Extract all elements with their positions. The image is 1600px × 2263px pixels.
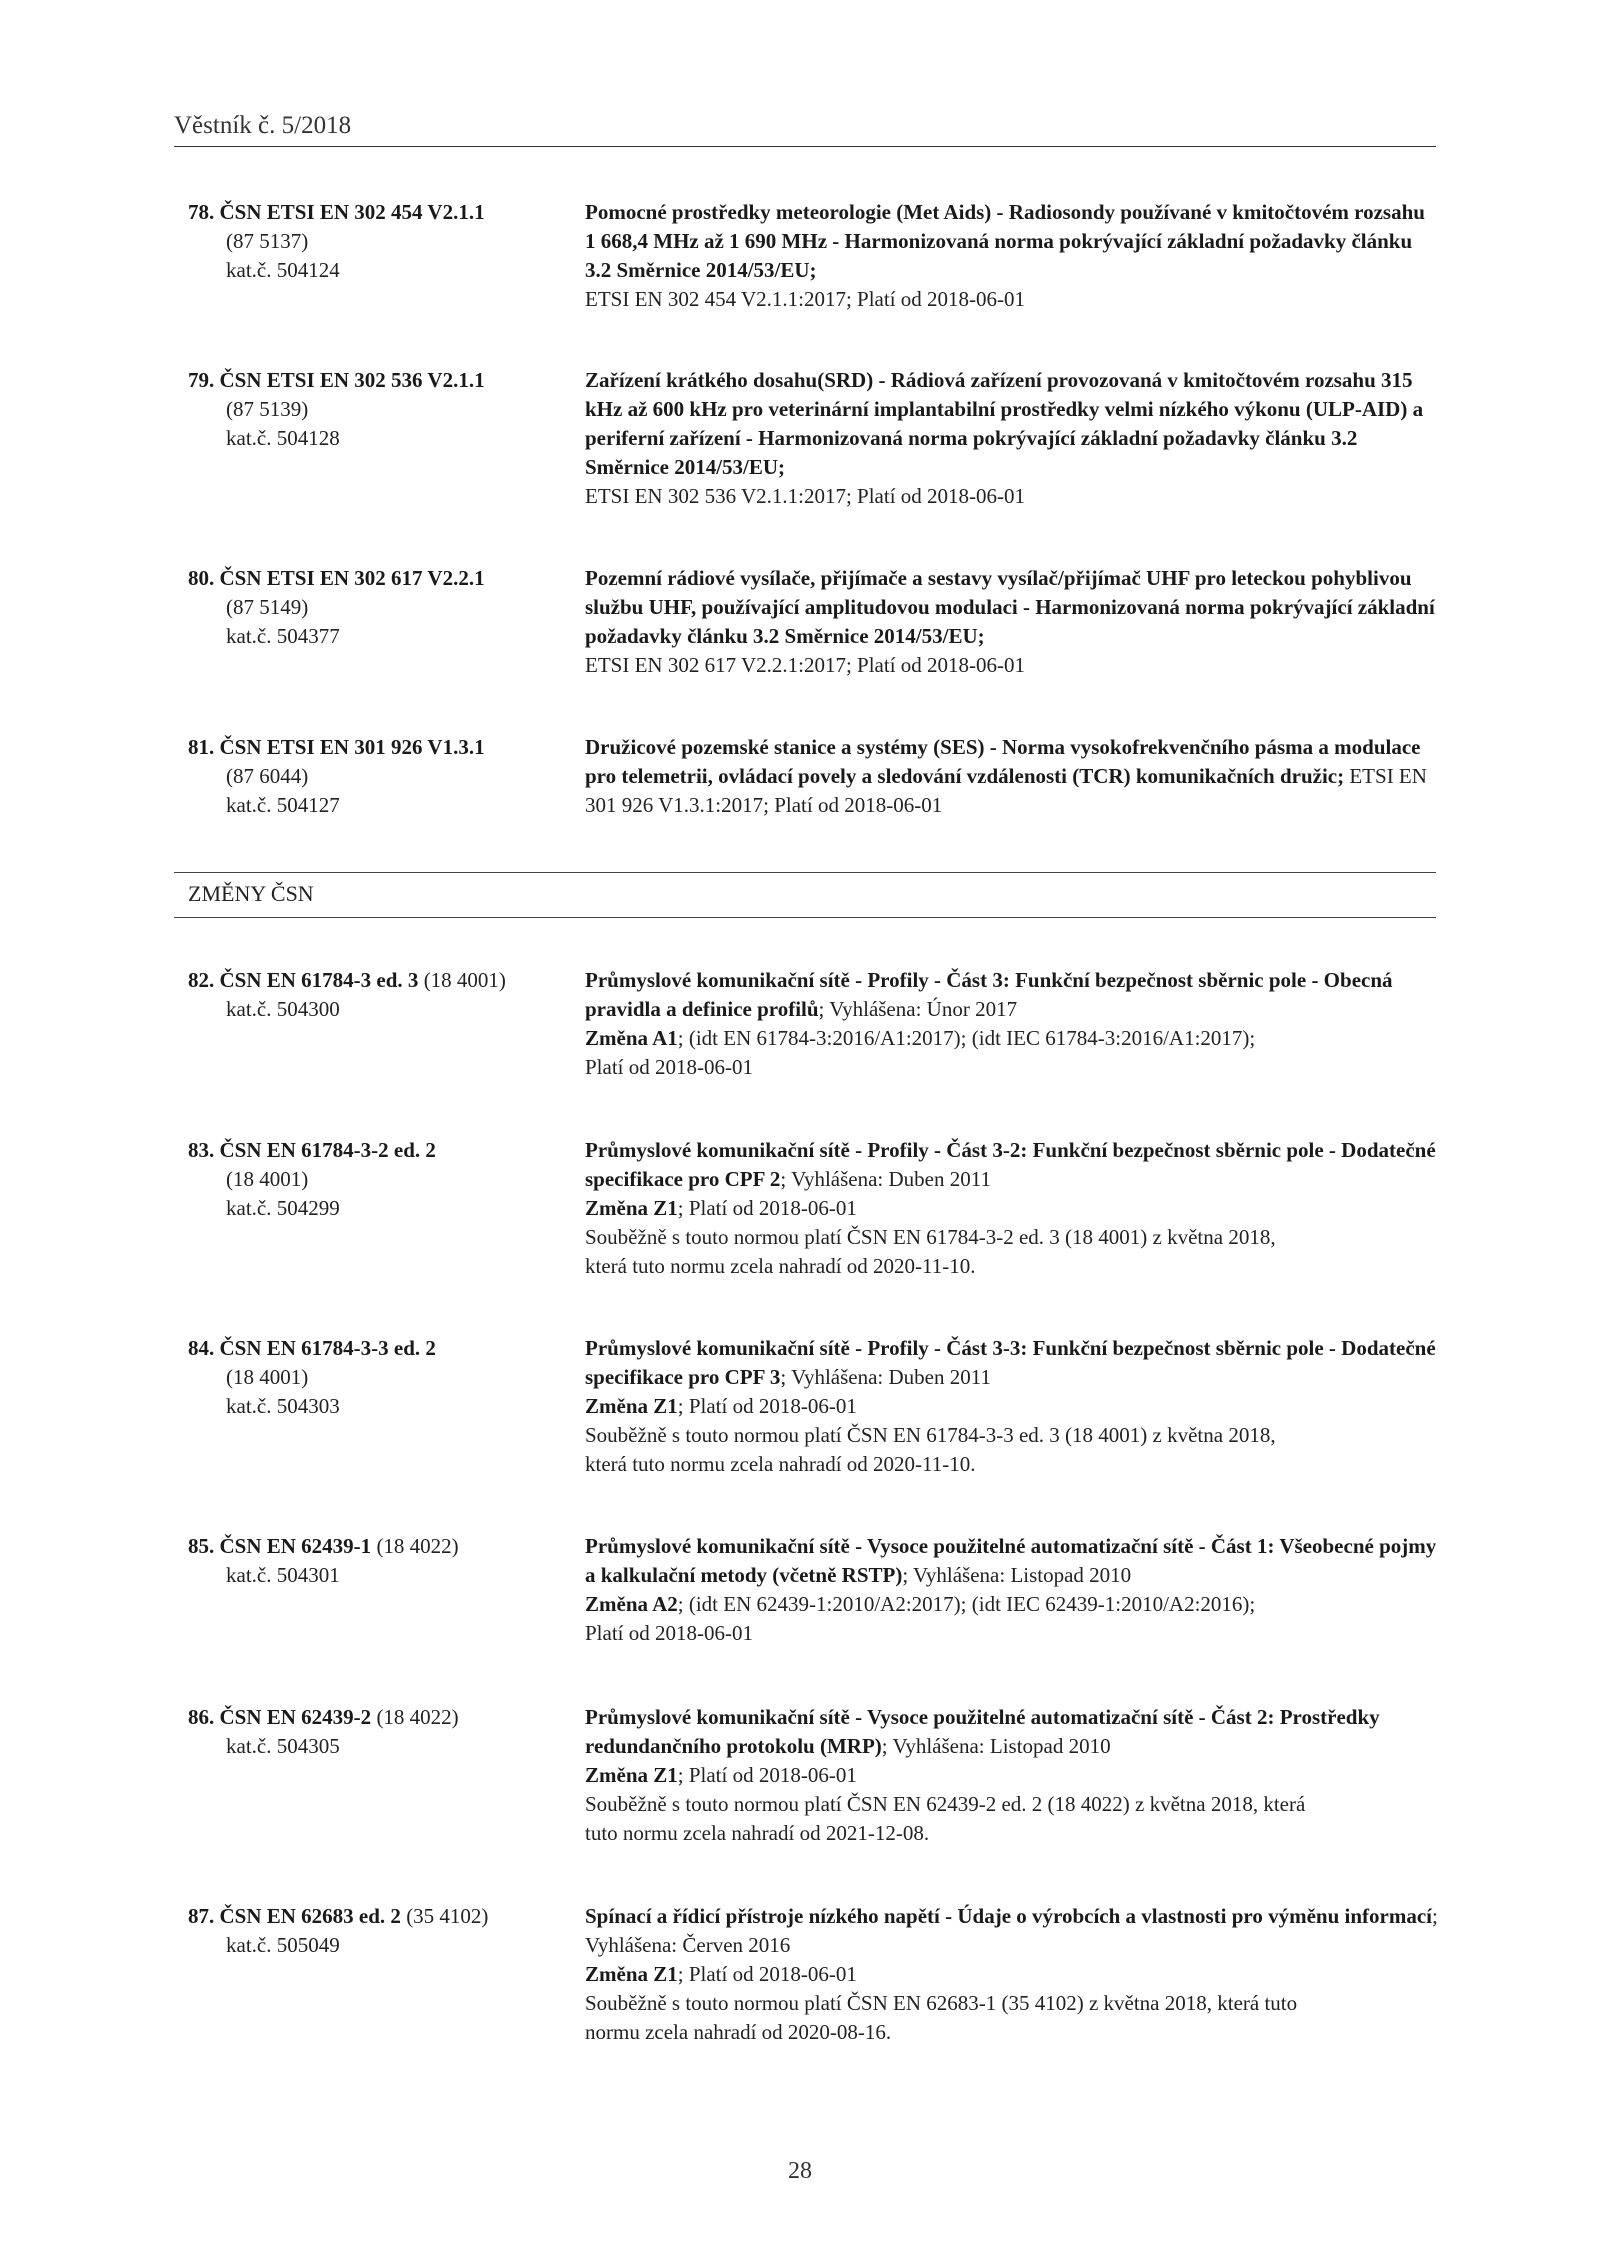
standard-id: 83. ČSN EN 61784-3-2 ed. 2 (18 4001) kat.č. 504299	[188, 1136, 578, 1223]
standard-id: 87. ČSN EN 62683 ed. 2 (35 4102) kat.č. 505049	[188, 1902, 578, 1960]
replacement-note: která tuto normu zcela nahradí od 2020-11-10.	[585, 1452, 976, 1476]
standard-code: ČSN ETSI EN 302 617 V2.2.1	[219, 566, 485, 590]
standard-description: Průmyslové komunikační sítě - Profily - Část 3-2: Funkční bezpečnost sběrnic pole - Dodatečné specifikace pro CPF 2; Vyhlášena: Duben 2011 Změna Z1; Platí od 2018-06-01 Souběžně s touto normou platí ČSN EN 61784-3-2 ed. 3 (18 4001) z května 2018, která tuto normu zcela nahradí od 2020-11-10.	[585, 1138, 1436, 1278]
standard-title: Průmyslové komunikační sítě - Profily - Část 3: Funkční bezpečnost sběrnic pole - Obecná pravidla a definice profilů	[585, 968, 1393, 1021]
standard-id: 80. ČSN ETSI EN 302 617 V2.2.1 (87 5149) kat.č. 504377	[188, 564, 578, 651]
catalog-number: kat.č. 504127	[226, 793, 340, 817]
change-label: Změna Z1	[585, 1196, 678, 1220]
section-heading	[174, 872, 1436, 918]
classification: (18 4001)	[226, 1167, 309, 1191]
announcement: Vyhlášena: Listopad 2010	[913, 1563, 1132, 1587]
replacement-note: normu zcela nahradí od 2020-08-16.	[585, 2020, 892, 2044]
page-header	[174, 112, 1436, 147]
standard-code: ČSN EN 62439-1	[219, 1534, 372, 1558]
change-label: Změna A2	[585, 1592, 678, 1616]
catalog-number: kat.č. 504300	[226, 997, 340, 1021]
standard-title: Spínací a řídicí přístroje nízkého napětí - Údaje o výrobcích a vlastnosti pro výměnu informací	[585, 1904, 1433, 1928]
classification: (18 4022)	[376, 1534, 459, 1558]
classification: (87 5149)	[226, 595, 309, 619]
standard-description: Průmyslové komunikační sítě - Vysoce použitelné automatizační sítě - Část 2: Prostředky redundančního protokolu (MRP); Vyhlášena: Listopad 2010 Změna Z1; Platí od 2018-06-01 Souběžně s touto normou platí ČSN EN 62439-2 ed. 2 (18 4022) z května 2018, která tuto normu zcela nahradí od 2021-12-08.	[585, 1705, 1380, 1845]
replacement-note: Souběžně s touto normou platí ČSN EN 61784-3-3 ed. 3 (18 4001) z května 2018,	[585, 1423, 1276, 1447]
standard-title: Průmyslové komunikační sítě - Vysoce použitelné automatizační sítě - Část 1: Všeobecné pojmy a kalkulační metody (včetně RSTP)	[585, 1534, 1437, 1587]
classification: (87 5137)	[226, 229, 309, 253]
page-number: 28	[788, 2158, 812, 2184]
announcement: Vyhlášena: Duben 2011	[791, 1167, 991, 1191]
standard-code: ČSN ETSI EN 302 454 V2.1.1	[219, 200, 485, 224]
standard-id: 85. ČSN EN 62439-1 (18 4022) kat.č. 504301	[188, 1532, 578, 1590]
standard-id: 82. ČSN EN 61784-3 ed. 3 (18 4001) kat.č. 504300	[188, 966, 578, 1024]
classification: (35 4102)	[406, 1904, 489, 1928]
replacement-note: Souběžně s touto normou platí ČSN EN 62439-2 ed. 2 (18 4022) z května 2018, která	[585, 1792, 1306, 1816]
catalog-number: kat.č. 504299	[226, 1196, 340, 1220]
replacement-note: Souběžně s touto normou platí ČSN EN 62683-1 (35 4102) z května 2018, která tuto	[585, 1991, 1298, 2015]
standard-title: Průmyslové komunikační sítě - Profily - Část 3-3: Funkční bezpečnost sběrnic pole - Dodatečné specifikace pro CPF 3	[585, 1336, 1436, 1389]
standard-id: 79. ČSN ETSI EN 302 536 V2.1.1 (87 5139) kat.č. 504128	[188, 366, 578, 453]
standard-description: Průmyslové komunikační sítě - Profily - Část 3: Funkční bezpečnost sběrnic pole - Obecná pravidla a definice profilů; Vyhlášena: Únor 2017 Změna A1; (idt EN 61784-3:2016/A1:2017); (idt IEC 61784-3:2016/A1:2017); Platí od 2018-06-01	[585, 968, 1393, 1079]
announcement: Vyhlášena: Listopad 2010	[892, 1734, 1111, 1758]
standard-validity: ETSI EN 302 536 V2.1.1:2017; Platí od 2018-06-01	[585, 484, 1026, 508]
change-detail: ; Platí od 2018-06-01	[677, 1962, 857, 1986]
change-detail: ; Platí od 2018-06-01	[677, 1763, 857, 1787]
catalog-number: kat.č. 504303	[226, 1394, 340, 1418]
standard-description	[585, 198, 1438, 314]
announcement: Vyhlášena: Únor 2017	[829, 997, 1018, 1021]
standard-validity: Platí od 2018-06-01	[585, 1055, 753, 1079]
standard-title: Družicové pozemské stanice a systémy (SES) - Norma vysokofrekvenčního pásma a modulace pro telemetrii, ovládací povely a sledování vzdálenosti (TCR) komunikačních družic;	[585, 735, 1421, 788]
change-label: Změna A1	[585, 1026, 678, 1050]
replacement-note: Souběžně s touto normou platí ČSN EN 61784-3-2 ed. 3 (18 4001) z května 2018,	[585, 1225, 1276, 1249]
change-detail: ; (idt EN 61784-3:2016/A1:2017); (idt IEC 61784-3:2016/A1:2017);	[677, 1026, 1256, 1050]
classification: (87 6044)	[226, 764, 309, 788]
standard-description: Průmyslové komunikační sítě - Profily - Část 3-3: Funkční bezpečnost sběrnic pole - Dodatečné specifikace pro CPF 3; Vyhlášena: Duben 2011 Změna Z1; Platí od 2018-06-01 Souběžně s touto normou platí ČSN EN 61784-3-3 ed. 3 (18 4001) z května 2018, která tuto normu zcela nahradí od 2020-11-10.	[585, 1336, 1436, 1476]
standard-code: ČSN ETSI EN 302 536 V2.1.1	[219, 368, 485, 392]
standard-code: ČSN ETSI EN 301 926 V1.3.1	[219, 735, 485, 759]
standard-id: 81. ČSN ETSI EN 301 926 V1.3.1 (87 6044) kat.č. 504127	[188, 733, 578, 820]
standard-code: ČSN EN 62439-2	[219, 1705, 372, 1729]
standard-code: ČSN EN 61784-3-3 ed. 2	[219, 1336, 436, 1360]
replacement-note: tuto normu zcela nahradí od 2021-12-08.	[585, 1821, 930, 1845]
change-detail: ; Platí od 2018-06-01	[677, 1394, 857, 1418]
standard-title: Průmyslové komunikační sítě - Vysoce použitelné automatizační sítě - Část 2: Prostředky redundančního protokolu (MRP)	[585, 1705, 1380, 1758]
standard-code: ČSN EN 61784-3-2 ed. 2	[219, 1138, 436, 1162]
journal-title: Věstník č. 5/2018	[174, 112, 352, 139]
change-label: Změna Z1	[585, 1763, 678, 1787]
announcement: Vyhlášena: Duben 2011	[791, 1365, 991, 1389]
classification: (18 4001)	[423, 968, 506, 992]
standard-description	[585, 366, 1438, 511]
change-detail: ; (idt EN 62439-1:2010/A2:2017); (idt IEC 62439-1:2010/A2:2016);	[677, 1592, 1256, 1616]
standard-title: Pomocné prostředky meteorologie (Met Aids) - Radiosondy používané v kmitočtovém rozsahu 1 668,4 MHz až 1 690 MHz - Harmonizovaná norma pokrývající základní požadavky článku 3.2 Směrnice 2014/53/EU;	[585, 200, 1425, 282]
standard-validity: ETSI EN 301 926 V1.3.1:2017; Platí od 2018-06-01	[585, 764, 1427, 817]
catalog-number: kat.č. 505049	[226, 1933, 340, 1957]
catalog-number: kat.č. 504301	[226, 1563, 340, 1587]
standard-validity: Platí od 2018-06-01	[585, 1621, 753, 1645]
classification: (18 4001)	[226, 1365, 309, 1389]
standard-validity: ETSI EN 302 617 V2.2.1:2017; Platí od 2018-06-01	[585, 653, 1026, 677]
standard-description: Spínací a řídicí přístroje nízkého napětí - Údaje o výrobcích a vlastnosti pro výměnu informací; Vyhlášena: Červen 2016 Změna Z1; Platí od 2018-06-01 Souběžně s touto normou platí ČSN EN 62683-1 (35 4102) z května 2018, která tuto normu zcela nahradí od 2020-08-16.	[585, 1904, 1438, 2044]
replacement-note: která tuto normu zcela nahradí od 2020-11-10.	[585, 1254, 976, 1278]
change-detail: ; Platí od 2018-06-01	[677, 1196, 857, 1220]
classification: (87 5139)	[226, 397, 309, 421]
catalog-number: kat.č. 504128	[226, 426, 340, 450]
standard-code: ČSN EN 61784-3 ed. 3	[219, 968, 419, 992]
catalog-number: kat.č. 504124	[226, 258, 340, 282]
standard-title: Zařízení krátkého dosahu(SRD) - Rádiová zařízení provozovaná v kmitočtovém rozsahu 315 kHz až 600 kHz pro veterinární implantabilní prostředky velmi nízkého výkonu (ULP-AID) a periferní zařízení - Harmonizovaná norma pokrývající základní požadavky článku 3.2 Směrnice 2014/53/EU;	[585, 368, 1424, 479]
change-label: Změna Z1	[585, 1962, 678, 1986]
standard-description	[585, 733, 1438, 820]
change-label: Změna Z1	[585, 1394, 678, 1418]
catalog-number: kat.č. 504377	[226, 624, 340, 648]
standard-id: 84. ČSN EN 61784-3-3 ed. 2 (18 4001) kat.č. 504303	[188, 1334, 578, 1421]
standard-description	[585, 564, 1438, 680]
announcement: Vyhlášena: Červen 2016	[585, 1933, 791, 1957]
standard-id: 78. ČSN ETSI EN 302 454 V2.1.1 (87 5137) kat.č. 504124	[188, 198, 578, 285]
standard-description: Průmyslové komunikační sítě - Vysoce použitelné automatizační sítě - Část 1: Všeobecné pojmy a kalkulační metody (včetně RSTP); Vyhlášena: Listopad 2010 Změna A2; (idt EN 62439-1:2010/A2:2017); (idt IEC 62439-1:2010/A2:2016); Platí od 2018-06-01	[585, 1534, 1437, 1645]
classification: (18 4022)	[376, 1705, 459, 1729]
standard-id: 86. ČSN EN 62439-2 (18 4022) kat.č. 504305	[188, 1703, 578, 1761]
standard-title: Průmyslové komunikační sítě - Profily - Část 3-2: Funkční bezpečnost sběrnic pole - Dodatečné specifikace pro CPF 2	[585, 1138, 1436, 1191]
standard-code: ČSN EN 62683 ed. 2	[219, 1904, 401, 1928]
section-title: ZMĚNY ČSN	[188, 881, 314, 906]
standard-validity: ETSI EN 302 454 V2.1.1:2017; Platí od 2018-06-01	[585, 287, 1026, 311]
standard-title: Pozemní rádiové vysílače, přijímače a sestavy vysílač/přijímač UHF pro leteckou pohyblivou službu UHF, používající amplitudovou modulaci - Harmonizovaná norma pokrývající základní požadavky článku 3.2 Směrnice 2014/53/EU;	[585, 566, 1435, 648]
catalog-number: kat.č. 504305	[226, 1734, 340, 1758]
